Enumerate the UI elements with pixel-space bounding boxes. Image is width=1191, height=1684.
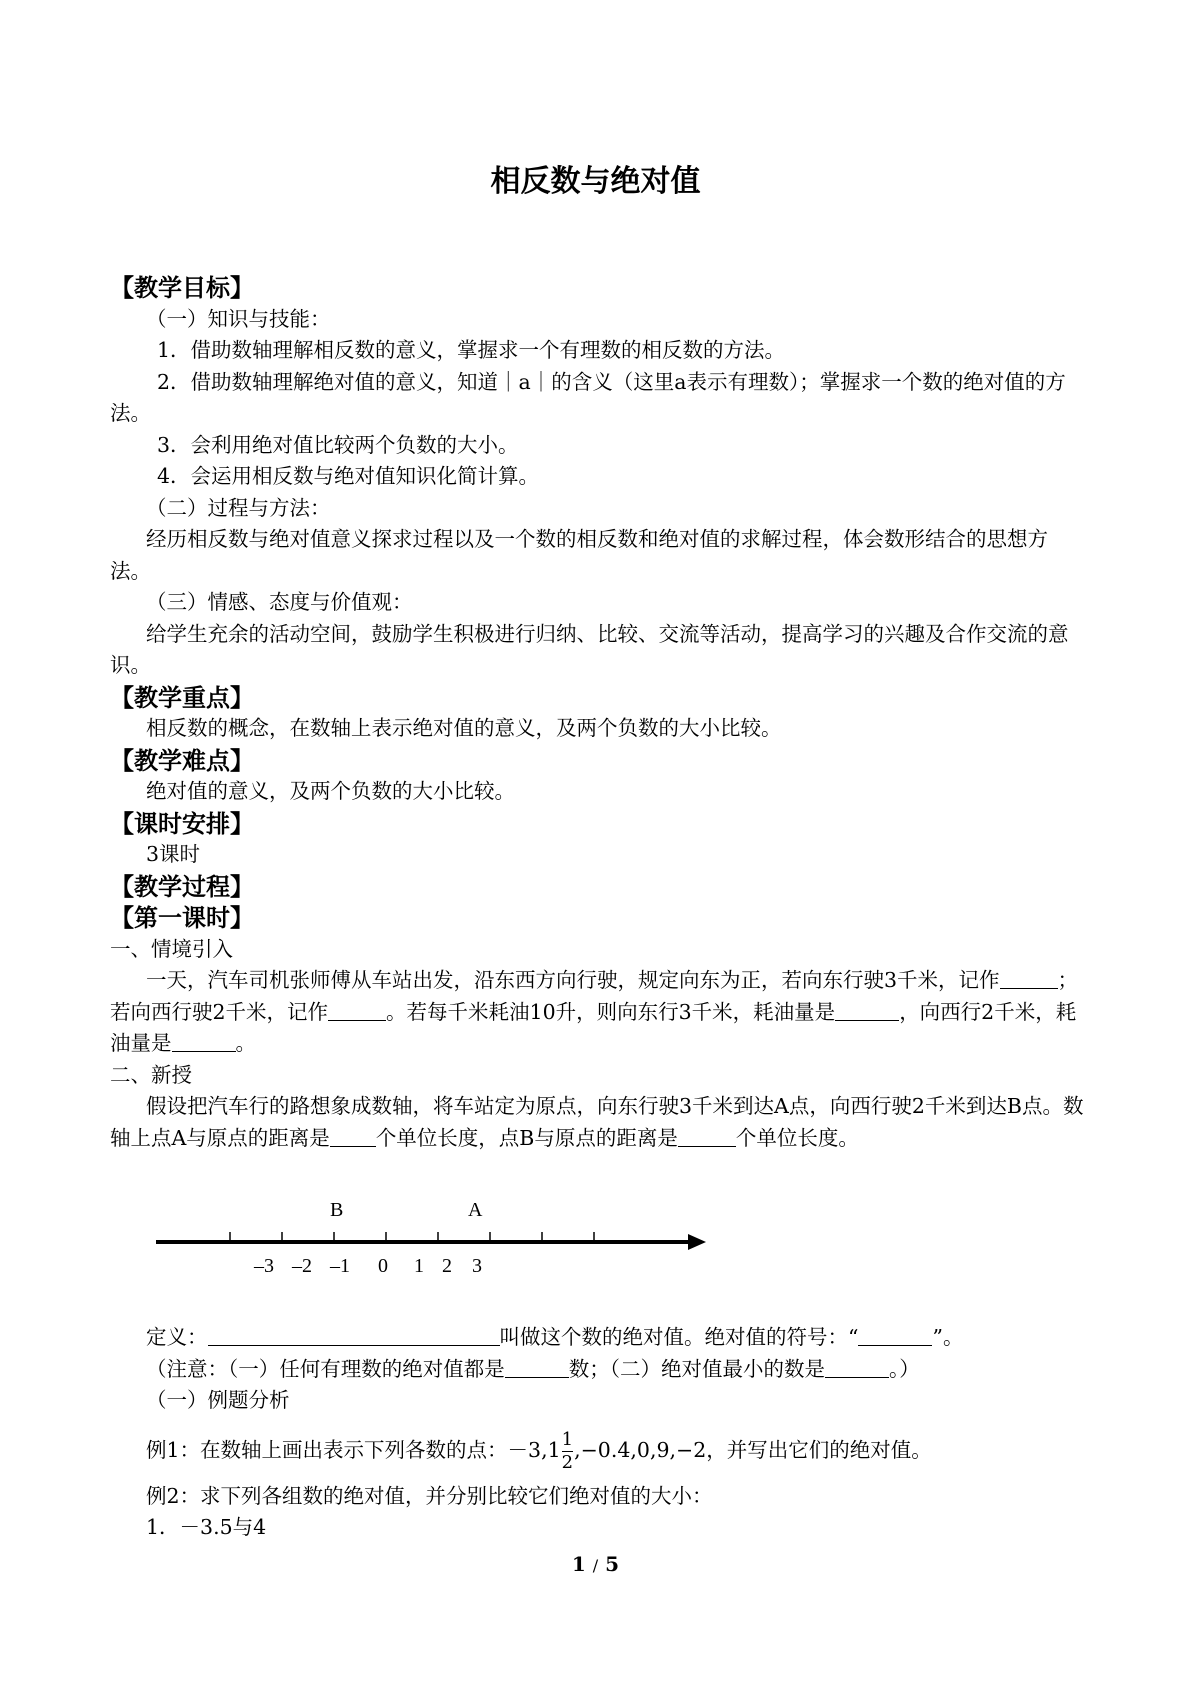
example-1	[110, 1425, 1085, 1475]
definition-text: 叫做这个数的绝对值。绝对值的符号：“	[499, 1325, 859, 1349]
new-lesson-paragraph	[110, 1091, 1085, 1154]
definition-line	[110, 1322, 1085, 1354]
tick-labels	[253, 1255, 482, 1276]
point-label-b: B	[330, 1199, 344, 1221]
subheading-knowledge: （一）知识与技能：	[146, 306, 331, 331]
page-separator: /	[592, 1556, 599, 1575]
total-pages: 5	[605, 1552, 620, 1576]
page-number	[0, 1552, 1191, 1576]
goal-item-2: 2．借助数轴理解绝对值的意义，知道｜a｜的含义（这里a表示有理数）；掌握求一个数的绝对值的方法。	[110, 369, 1066, 425]
note-text-1: （注意：（一）任何有理数的绝对值都是	[146, 1356, 505, 1381]
difficulties-text: 绝对值的意义，及两个负数的大小比较。	[146, 779, 515, 803]
definition-end: ”。	[932, 1325, 964, 1349]
tick-label: –1	[330, 1255, 350, 1276]
example-2-item-1: 1．－3.5与4	[146, 1515, 267, 1539]
tick-label: 3	[472, 1255, 482, 1276]
section-heading-schedule: 【课时安排】	[110, 808, 254, 838]
blank	[208, 1325, 500, 1346]
intro-text-3: 。若每千米耗油10升，则向东行3千米，耗油量是	[386, 999, 836, 1024]
blank	[505, 1357, 569, 1378]
example-1-text: 例1：在数轴上画出表示下列各数的点：	[146, 1437, 508, 1462]
tick-label: 0	[378, 1255, 388, 1276]
fraction	[562, 1429, 573, 1474]
note-text-3: 。）	[889, 1356, 920, 1381]
blank	[825, 1357, 889, 1378]
intro-paragraph	[110, 965, 1085, 1060]
fraction-denominator: 2	[561, 1451, 574, 1473]
tick-label: –3	[254, 1255, 274, 1276]
tick-label: 1	[414, 1255, 424, 1276]
number-line	[150, 1186, 710, 1276]
subheading-process: （二）过程与方法：	[146, 495, 331, 520]
emotion-text: 给学生充余的活动空间，鼓励学生积极进行归纳、比较、交流等活动，提高学习的兴趣及合作交流的意识。	[110, 621, 1069, 677]
section-heading-goals: 【教学目标】	[110, 273, 254, 302]
note-text-2: 数；（二）绝对值最小的数是	[568, 1356, 825, 1381]
document-body	[110, 272, 1085, 1154]
example-2: 例2：求下列各组数的绝对值，并分别比较它们绝对值的大小：	[146, 1483, 713, 1508]
goal-item-1: 1．借助数轴理解相反数的意义，掌握求一个有理数的相反数的方法。	[157, 338, 786, 362]
fraction-numerator: 1	[561, 1428, 574, 1450]
tick-label: –2	[292, 1255, 312, 1276]
new-lesson-heading: 二、新授	[110, 1062, 192, 1087]
blank	[330, 1126, 376, 1147]
new-lesson-text-3: 个单位长度。	[735, 1125, 859, 1150]
section-heading-lesson1: 【第一课时】	[110, 903, 254, 932]
subheading-emotion: （三）情感、态度与价值观：	[146, 590, 413, 614]
point-label-a: A	[468, 1199, 483, 1221]
document-body-lower	[110, 1322, 1085, 1544]
definition-label: 定义：	[146, 1325, 208, 1349]
page-title: 相反数与绝对值	[490, 164, 701, 199]
goal-item-3: 3．会利用绝对值比较两个负数的大小。	[157, 432, 519, 457]
section-heading-process: 【教学过程】	[110, 871, 254, 901]
schedule-text: 3课时	[146, 842, 201, 866]
blank	[1000, 968, 1058, 989]
new-lesson-text-2: 个单位长度，点B与原点的距离是	[375, 1125, 678, 1150]
blank	[858, 1325, 932, 1346]
example-1-numbers-a: －3,1	[507, 1437, 561, 1462]
process-text: 经历相反数与绝对值意义探求过程以及一个数的相反数和绝对值的求解过程，体会数形结合的思想方法。	[110, 527, 1048, 583]
intro-text-1: 一天，汽车司机张师傅从车站出发，沿东西方向行驶，规定向东为正，若向东行驶3千米，记作	[146, 968, 1000, 992]
arrow-right-icon	[688, 1234, 706, 1250]
intro-text-5: 。	[235, 1031, 256, 1055]
intro-text-2: ；若向西行驶2千米，记作	[110, 968, 1079, 1024]
tick-label: 2	[442, 1255, 452, 1276]
new-lesson-text-1: 假设把汽车行的路想象成数轴，将车站定为原点，向东行驶3千米到达A点，向西行驶2千米到达B点。数轴上点A与原点的距离是	[110, 1094, 1084, 1150]
note-line	[110, 1354, 1085, 1386]
example-1-text-end: ，并写出它们的绝对值。	[706, 1437, 932, 1462]
blank	[678, 1126, 736, 1147]
blank	[835, 1000, 899, 1021]
goal-item-4: 4．会运用相反数与绝对值知识化简计算。	[157, 464, 540, 488]
section-heading-difficulties: 【教学难点】	[110, 745, 254, 775]
intro-heading: 一、情境引入	[110, 936, 233, 961]
section-heading-keypoints: 【教学重点】	[110, 682, 254, 712]
example-1-numbers-b: ,−0.4,0,9,−2	[574, 1437, 707, 1462]
current-page: 1	[571, 1552, 586, 1576]
examples-heading: （一）例题分析	[146, 1388, 290, 1412]
blank	[328, 1000, 386, 1021]
intro-text-4: ，向西行2千米，耗油量是	[110, 999, 1077, 1055]
keypoints-text: 相反数的概念，在数轴上表示绝对值的意义，及两个负数的大小比较。	[146, 716, 782, 740]
blank	[172, 1031, 236, 1052]
